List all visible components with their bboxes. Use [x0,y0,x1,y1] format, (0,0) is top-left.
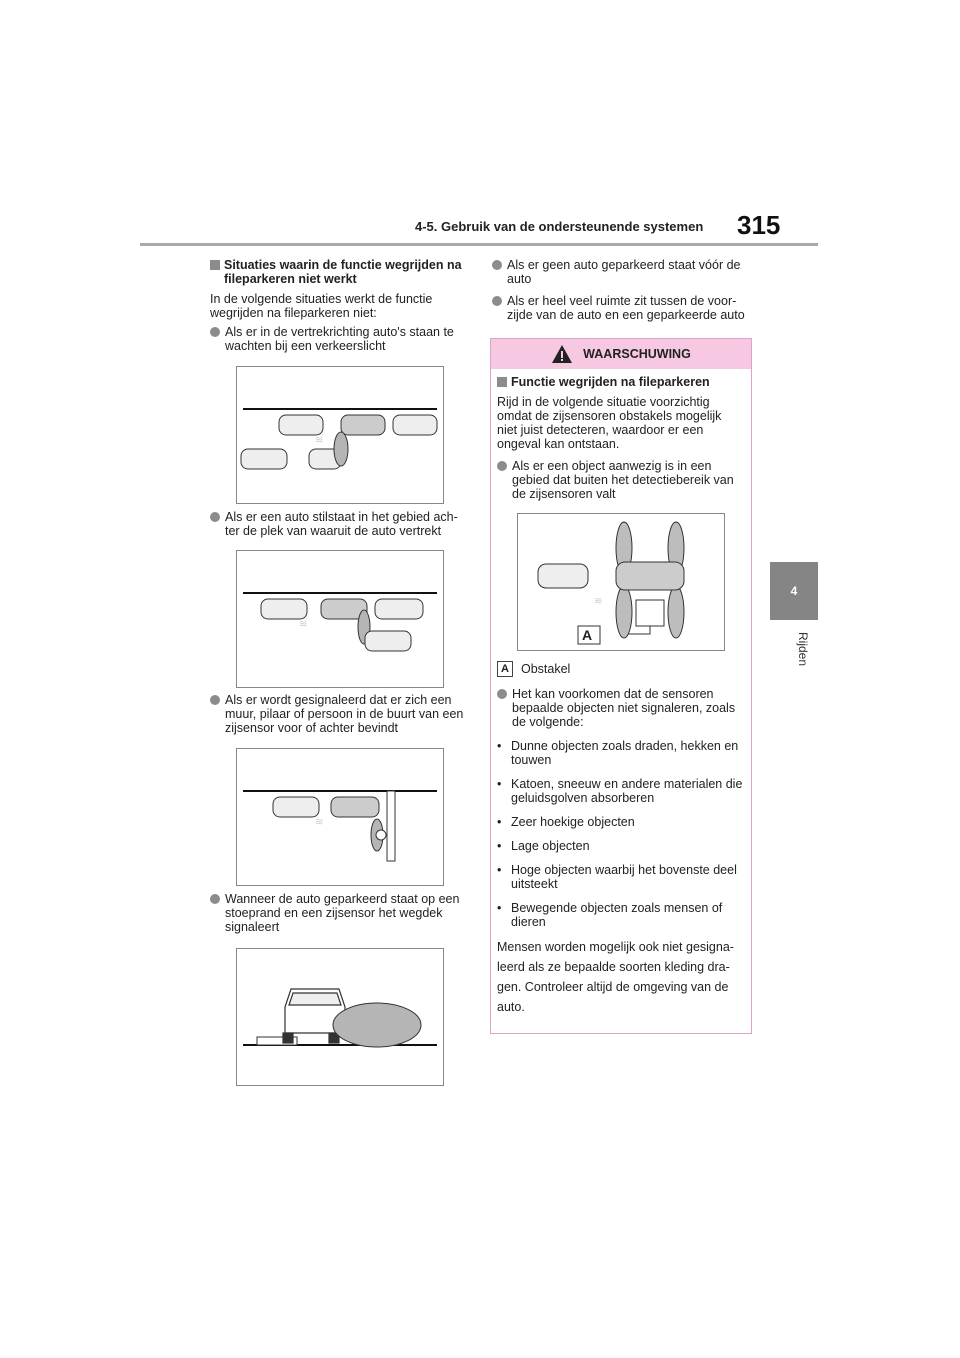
left-column [210,258,468,353]
bullet-icon [492,296,502,306]
square-bullet-icon [497,377,507,387]
legend-row [497,661,745,677]
list-item: Als er een auto stilstaat in het gebied ach-ter de plek van waaruit de auto vertrekt [210,510,468,538]
left-column-d [210,892,468,934]
figure-detection-range [517,513,725,651]
parking-illustration-1 [237,367,443,503]
legend-text: Obstakel [521,662,571,676]
figure-waiting-cars [236,366,444,504]
bullet-icon [497,461,507,471]
list-item: Het kan voorkomen dat de sensoren bepaalde objecten niet signaleren, zoals de volgende: [497,687,745,729]
warning-closing: Mensen worden mogelijk ook niet gesigna-leerd als ze bepaalde soorten kleding dra-gen. Controleer altijd de omgeving van de auto. [497,940,734,1014]
left-column-c [210,693,468,735]
chapter-label: Rijden [796,632,810,667]
figure-curb [236,948,444,1086]
list-item: Als er wordt gesignaleerd dat er zich een muur, pilaar of persoon in de buurt van een zijsensor voor of achter bevindt [210,693,468,735]
legend-marker: A [497,661,513,677]
svg-text:≋: ≋ [315,435,324,446]
sub-item: • Lage objecten [497,839,590,853]
situations-heading: Situaties waarin de functie wegrijden na fileparkeren niet werkt [210,258,468,286]
section-title: 4-5. Gebruik van de ondersteunende systemen [415,219,704,234]
list-item: Als er in de vertrekrichting auto's staan te wachten bij een verkeerslicht [210,325,468,353]
warning-heading: WAARSCHUWING [583,347,691,361]
figure-wall-pillar [236,748,444,886]
svg-text:≋: ≋ [299,619,308,630]
bullet-icon [210,894,220,904]
left-column-b [210,510,468,538]
figure-stopped-car [236,550,444,688]
page-number: 315 [737,210,781,240]
right-column [492,258,750,322]
svg-text:≋: ≋ [594,596,603,607]
list-item: Wanneer de auto geparkeerd staat op een stoeprand en een zijsensor het wegdek signaleert [210,892,468,934]
bullet-icon [210,512,220,522]
sub-item: • Hoge objecten waarbij het bovenste deel uitsteekt [497,863,737,891]
warning-triangle-icon [551,344,573,364]
list-item: Als er een object aanwezig is in een gebied dat buiten het detectiebereik van de zijsensoren valt [497,459,745,501]
bullet-icon [210,695,220,705]
warning-header [491,339,751,369]
list-item: Als er geen auto geparkeerd staat vóór de auto [492,258,750,286]
parking-illustration-3 [237,749,443,885]
warning-subtitle: Functie wegrijden na fileparkeren [497,375,745,389]
sub-item: • Katoen, sneeuw en andere materialen die geluidsgolven absorberen [497,777,743,805]
header-rule [140,243,818,246]
situations-intro: In de volgende situaties werkt de functie wegrijden na fileparkeren niet: [210,292,433,320]
curb-illustration [237,949,443,1085]
chapter-tab: 4 [770,562,818,620]
warning-box [490,338,752,1034]
sub-item: • Bewegende objecten zoals mensen of dieren [497,901,723,929]
bullet-icon [497,689,507,699]
parking-illustration-2 [237,551,443,687]
bullet-icon [492,260,502,270]
marker-a-label: A [582,627,593,643]
warning-intro: Rijd in de volgende situatie voorzichtig omdat de zijsensoren obstakels mogelijk niet juist detecteren, waardoor er een ongeval kan ontstaan. [497,395,722,451]
sub-item: • Zeer hoekige objecten [497,815,635,829]
sub-item: • Dunne objecten zoals draden, hekken en touwen [497,739,739,767]
square-bullet-icon [210,260,220,270]
bullet-icon [210,327,220,337]
list-item: Als er heel veel ruimte zit tussen de voor-zijde van de auto en een geparkeerde auto [492,294,750,322]
svg-text:≋: ≋ [315,817,324,828]
detection-illustration [518,514,724,650]
